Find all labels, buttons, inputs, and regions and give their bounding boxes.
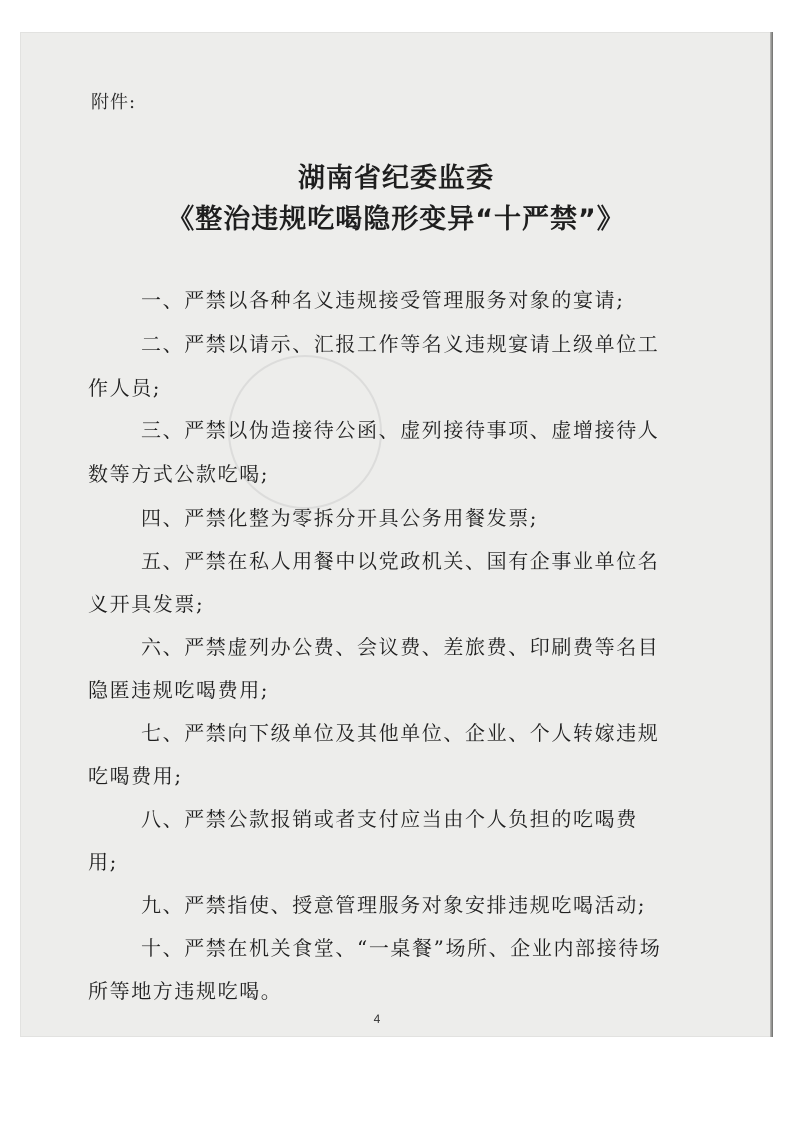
item-10-line-2: 所等地方违规吃喝。 xyxy=(88,979,283,1003)
item-3-line-2: 数等方式公款吃喝; xyxy=(88,462,270,486)
item-9: 九、严禁指使、授意管理服务对象安排违规吃喝活动; xyxy=(141,893,647,917)
item-4: 四、严禁化整为零拆分开具公务用餐发票; xyxy=(141,506,539,530)
title-line-2: 《整治违规吃喝隐形变异“十严禁”》 xyxy=(167,204,625,235)
item-7-line-1: 七、严禁向下级单位及其他单位、企业、个人转嫁违规 xyxy=(141,721,660,745)
attachment-label: 附件: xyxy=(91,92,137,113)
item-8-line-2: 用; xyxy=(88,850,118,874)
item-7-line-2: 吃喝费用; xyxy=(88,764,183,788)
item-6-line-1: 六、严禁虚列办公费、会议费、差旅费、印刷费等名目 xyxy=(141,635,660,659)
item-3-line-1: 三、严禁以伪造接待公函、虚列接待事项、虚增接待人 xyxy=(141,418,660,442)
item-2-line-2: 作人员; xyxy=(88,376,162,400)
item-6-line-2: 隐匿违规吃喝费用; xyxy=(88,678,270,702)
page-number: 4 xyxy=(373,1012,381,1026)
item-2-line-1: 二、严禁以请示、汇报工作等名义违规宴请上级单位工 xyxy=(141,332,660,356)
item-1: 一、严禁以各种名义违规接受管理服务对象的宴请; xyxy=(141,288,625,312)
item-8-line-1: 八、严禁公款报销或者支付应当由个人负担的吃喝费 xyxy=(141,807,638,831)
item-5-line-2: 义开具发票; xyxy=(88,592,205,616)
title-line-1: 湖南省纪委监委 xyxy=(298,163,494,194)
item-10-line-1: 十、严禁在机关食堂、“一桌餐”场所、企业内部接待场 xyxy=(141,936,662,960)
item-5-line-1: 五、严禁在私人用餐中以党政机关、国有企事业单位名 xyxy=(141,549,660,573)
